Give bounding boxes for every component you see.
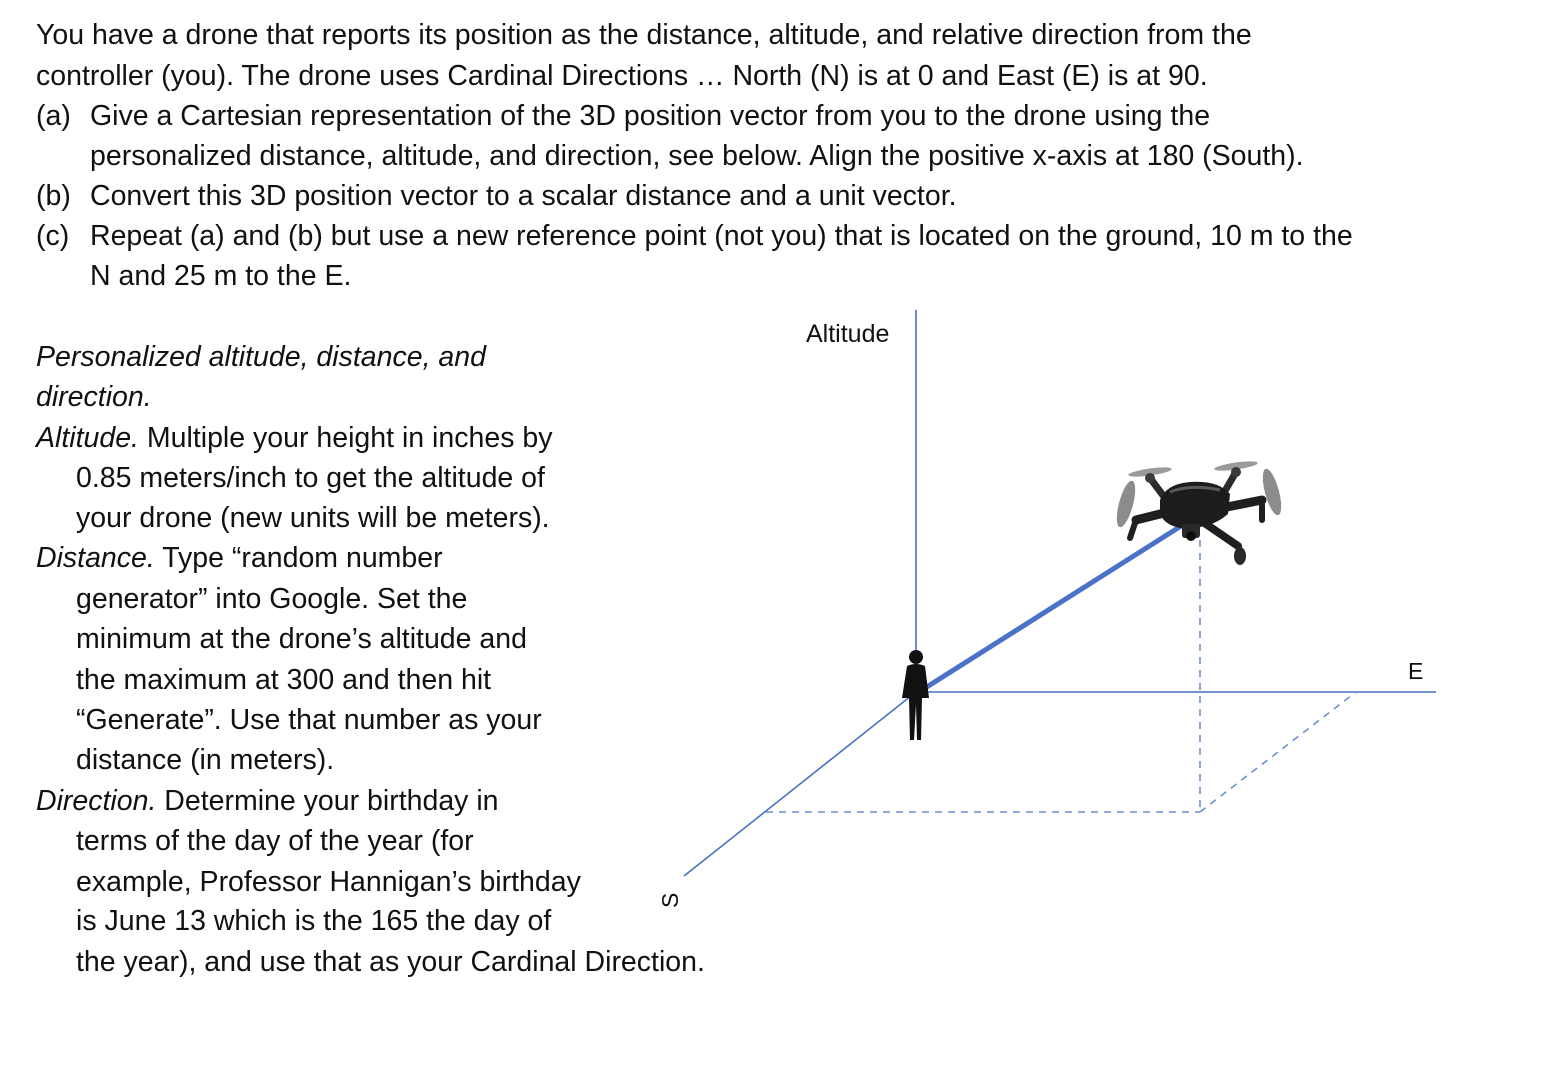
personalization-heading-line-2: direction.	[36, 381, 152, 413]
direction-instruction-line-4: is June 13 which is the 165 the day of	[76, 905, 552, 937]
direction-term: Direction.	[36, 785, 157, 817]
part-c-marker: (c)	[36, 220, 70, 252]
direction-instruction-line-2: terms of the day of the year (for	[76, 825, 474, 857]
person-silhouette	[902, 650, 929, 740]
personalization-heading-line-1: Personalized altitude, distance, and	[36, 341, 486, 373]
distance-instruction-line-2: generator” into Google. Set the	[76, 583, 468, 615]
drone-icon	[1113, 459, 1285, 565]
distance-instruction-line-3: minimum at the drone’s altitude and	[76, 623, 527, 655]
intro-line-2: controller (you). The drone uses Cardinal Directions … North (N) is at 0 and East (E) is at 90.	[36, 60, 1208, 92]
altitude-text: Multiple your height in inches by	[138, 422, 553, 454]
distance-instruction-line-6: distance (in meters).	[76, 744, 335, 776]
part-a-marker: (a)	[36, 100, 71, 132]
altitude-instruction-line-2: 0.85 meters/inch to get the altitude of	[76, 462, 545, 494]
part-b-marker: (b)	[36, 180, 71, 212]
intro-line-1: You have a drone that reports its position as the distance, altitude, and relative direction from the	[36, 19, 1252, 51]
south-axis-label: S	[657, 892, 683, 908]
direction-text: Determine your birthday in	[156, 785, 499, 817]
part-c-line-2: N and 25 m to the E.	[90, 260, 352, 292]
distance-instruction-line-5: “Generate”. Use that number as your	[76, 704, 542, 736]
distance-text: Type “random number	[154, 542, 443, 574]
altitude-axis-label: Altitude	[806, 320, 890, 348]
altitude-instruction-line-3: your drone (new units will be meters).	[76, 502, 550, 534]
east-axis-label: E	[1408, 658, 1424, 684]
part-a-line-1: Give a Cartesian representation of the 3D position vector from you to the drone using the	[90, 100, 1211, 132]
east-ground-projection	[1200, 692, 1356, 812]
south-axis	[684, 692, 916, 876]
part-a-line-2: personalized distance, altitude, and direction, see below. Align the positive x-axis at 180 (South).	[90, 140, 1304, 172]
distance-term: Distance.	[36, 542, 155, 574]
position-vector	[922, 514, 1200, 690]
altitude-term: Altitude.	[36, 422, 139, 454]
part-b-line-1: Convert this 3D position vector to a scalar distance and a unit vector.	[90, 180, 957, 212]
direction-instruction-line-5: the year), and use that as your Cardinal Direction.	[76, 946, 705, 978]
part-c-line-1: Repeat (a) and (b) but use a new reference point (not you) that is located on the ground, 10 m to the	[90, 220, 1353, 252]
direction-instruction-line-3: example, Professor Hannigan’s birthday	[76, 866, 581, 898]
distance-instruction-line-4: the maximum at 300 and then hit	[76, 664, 492, 696]
